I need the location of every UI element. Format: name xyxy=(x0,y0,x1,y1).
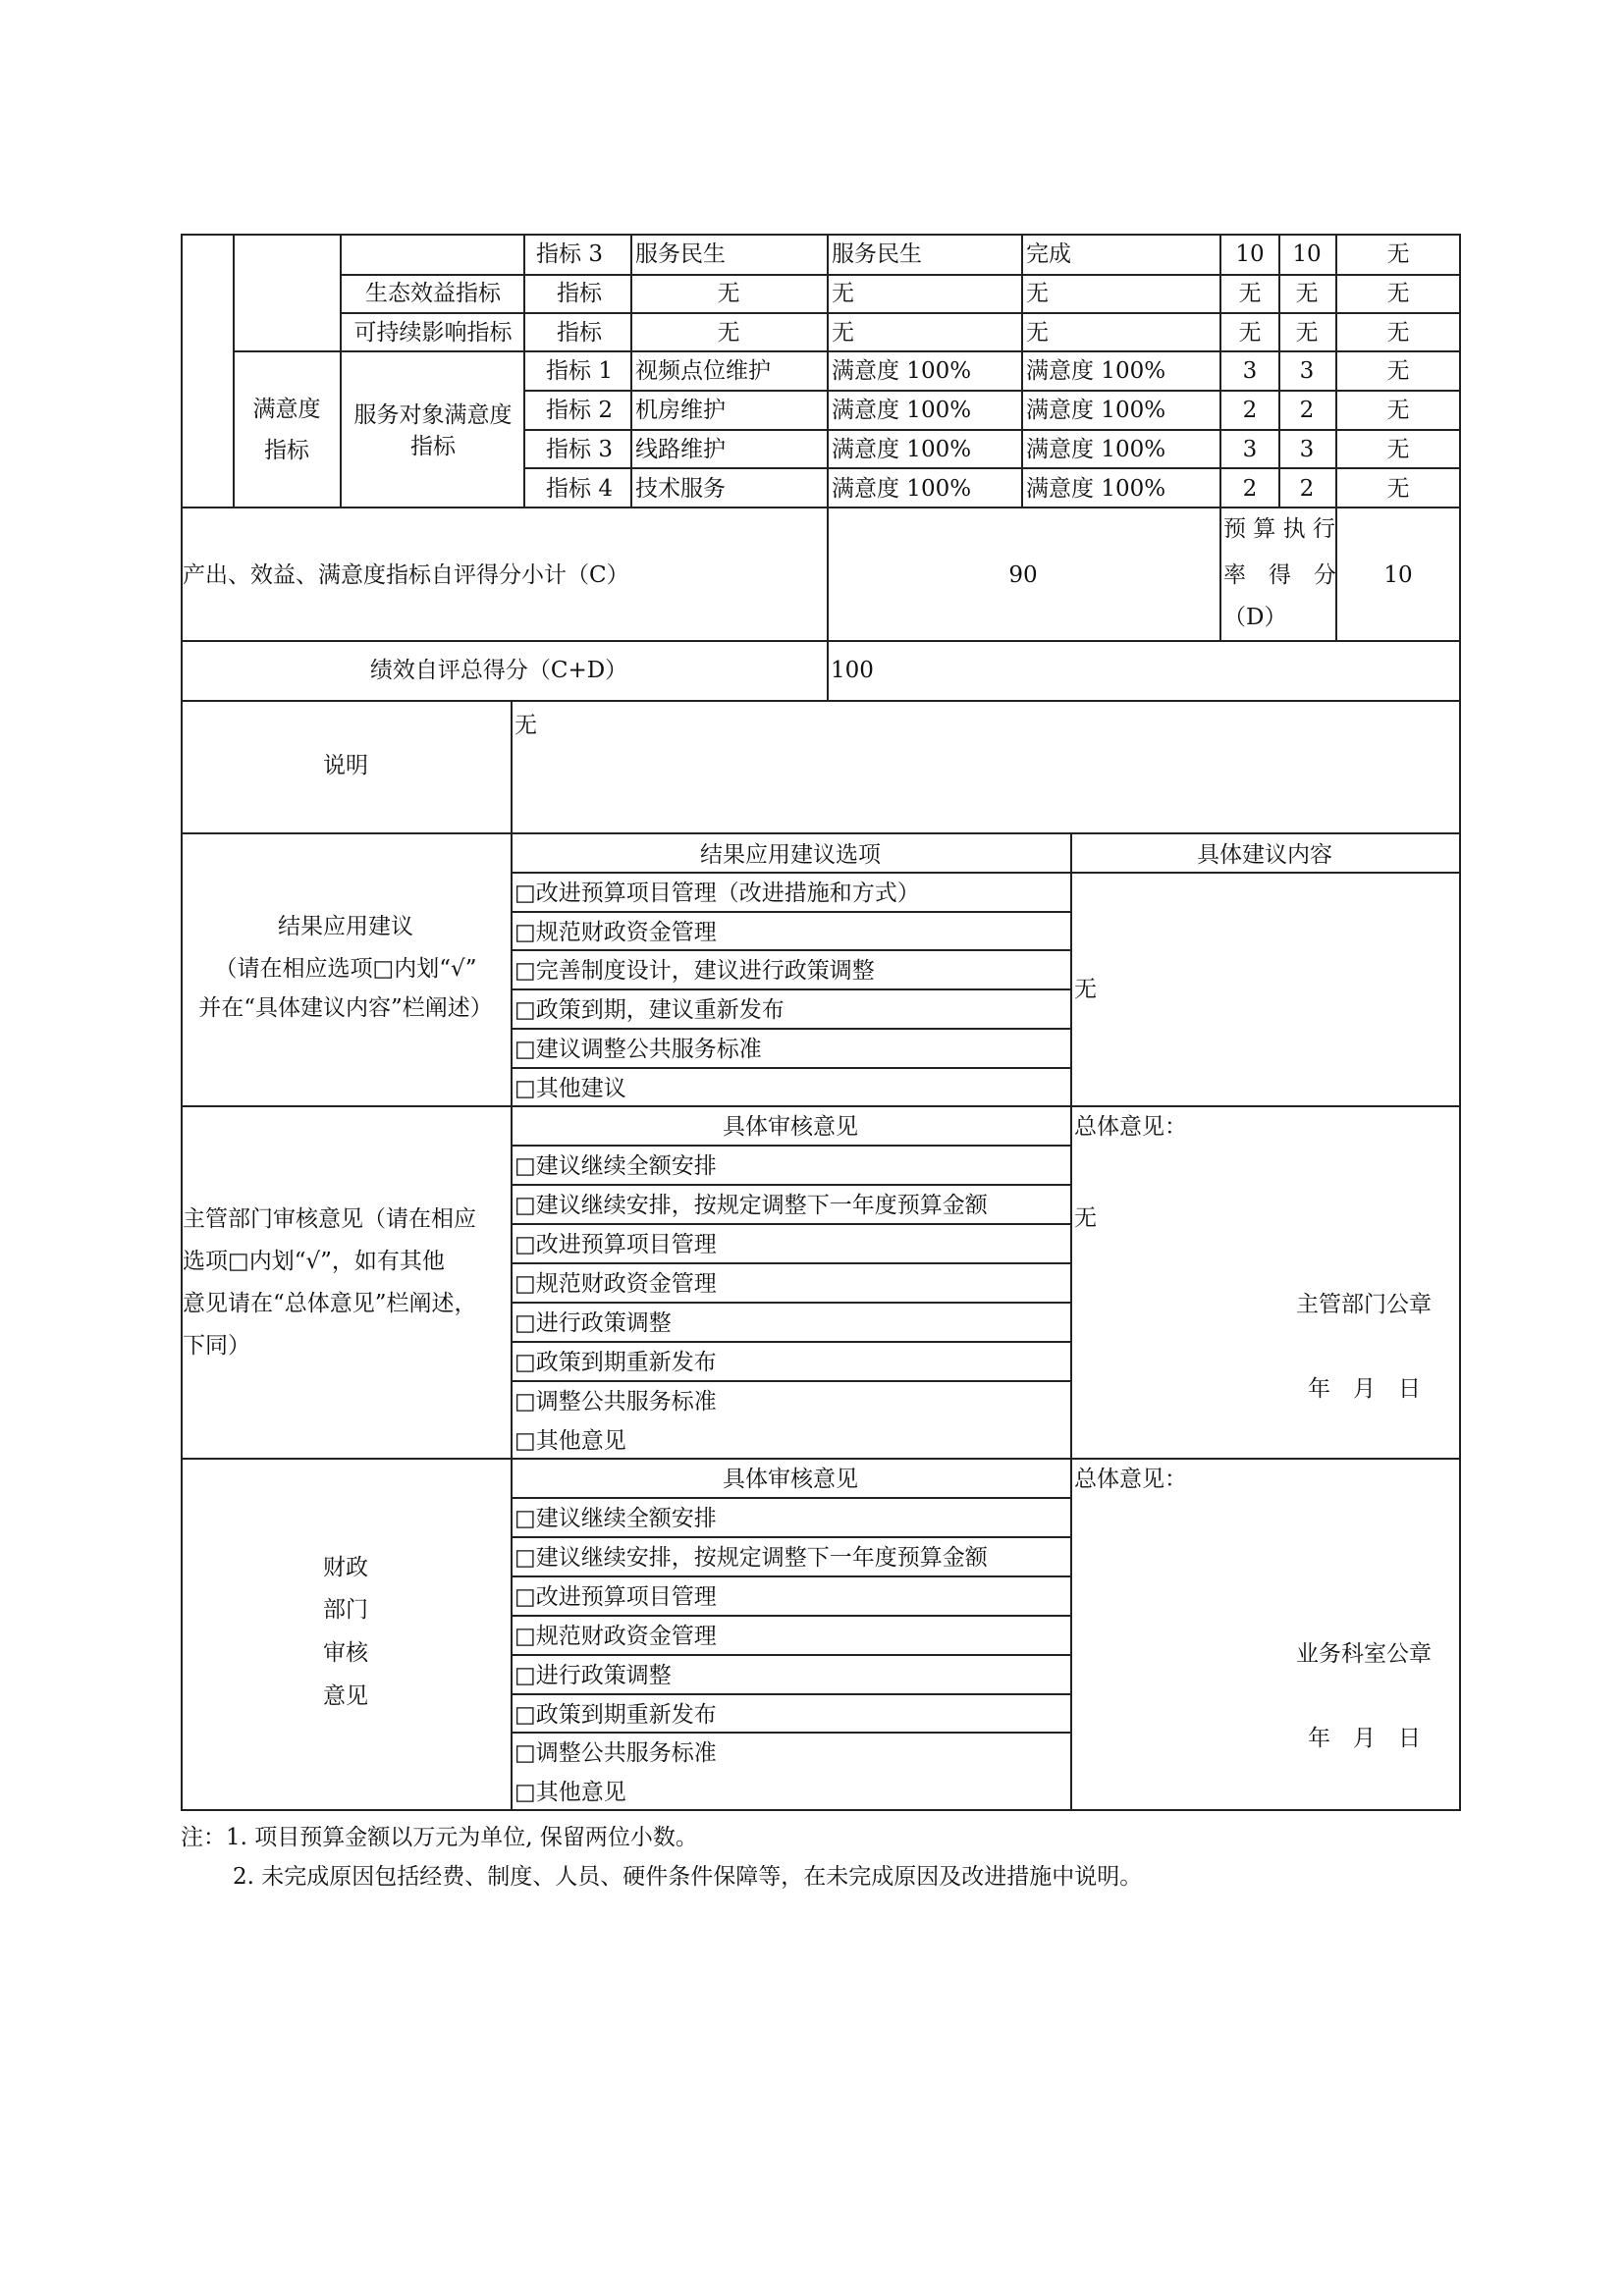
finance-option-checkbox[interactable]: □建议继续全额安排 xyxy=(514,1506,717,1531)
finance-review-label: 部门 xyxy=(323,1597,368,1623)
finance-seal: 业务科室公章 xyxy=(1296,1641,1432,1667)
hline xyxy=(511,1028,1072,1030)
vline xyxy=(523,234,525,508)
indicator-content: 服务民生 xyxy=(635,241,726,267)
result-option-checkbox[interactable]: □建议调整公共服务标准 xyxy=(514,1037,762,1062)
indicator-target: 服务民生 xyxy=(832,241,922,267)
indicator-label: 指标 xyxy=(557,281,602,306)
budget-rate-label: 预 算 执 行 xyxy=(1223,516,1335,542)
indicator-score: 2 xyxy=(1299,398,1315,423)
dept-overall-label: 总体意见： xyxy=(1074,1114,1187,1140)
finance-option-checkbox[interactable]: □进行政策调整 xyxy=(514,1663,672,1688)
result-option-checkbox[interactable]: □其他建议 xyxy=(514,1076,626,1101)
indicator-label: 指标 3 xyxy=(546,437,613,462)
budget-rate-score: 10 xyxy=(1383,562,1413,588)
result-content-value: 无 xyxy=(1074,977,1097,1002)
finance-options-header: 具体审核意见 xyxy=(723,1467,858,1492)
vline xyxy=(233,234,235,508)
indicator-score: 无 xyxy=(1295,320,1319,346)
hline xyxy=(523,390,1461,392)
indicator-content: 视频点位维护 xyxy=(635,358,771,384)
dept-seal: 主管部门公章 xyxy=(1296,1292,1432,1317)
dept-date: 年 月 日 xyxy=(1308,1376,1421,1402)
indicator-remark: 无 xyxy=(1386,281,1410,306)
hline xyxy=(511,1184,1072,1186)
dept-overall-value: 无 xyxy=(1074,1205,1097,1231)
result-app-label: 结果应用建议 xyxy=(278,914,413,939)
indicator-score: 3 xyxy=(1299,358,1315,384)
indicator-actual: 满意度 100% xyxy=(1026,398,1166,423)
hline xyxy=(511,988,1072,990)
indicator-score: 无 xyxy=(1295,281,1319,306)
note-line: 2. 未完成原因包括经费、制度、人员、硬件条件保障等，在未完成原因及改进措施中说明。 xyxy=(233,1864,1143,1890)
indicator-score: 3 xyxy=(1299,437,1315,462)
hline xyxy=(511,1302,1072,1304)
hline xyxy=(511,1536,1072,1538)
indicator-content: 无 xyxy=(717,281,740,306)
total-score-value: 100 xyxy=(831,658,874,683)
hline xyxy=(511,1654,1072,1656)
explanation-label: 说明 xyxy=(323,753,368,778)
indicator-weight: 无 xyxy=(1238,281,1262,306)
hline xyxy=(511,1575,1072,1577)
hline xyxy=(511,911,1072,913)
dept-option-checkbox[interactable]: □政策到期重新发布 xyxy=(514,1350,717,1375)
indicator-content: 技术服务 xyxy=(635,476,726,502)
vline xyxy=(1070,832,1072,1811)
finance-option-checkbox[interactable]: □其他意见 xyxy=(514,1780,626,1805)
indicator-weight: 3 xyxy=(1242,437,1258,462)
dept-option-checkbox[interactable]: □进行政策调整 xyxy=(514,1310,672,1336)
indicator-remark: 无 xyxy=(1386,437,1410,462)
indicator-remark: 无 xyxy=(1386,320,1410,346)
indicator-target: 无 xyxy=(832,281,854,306)
dept-option-checkbox[interactable]: □调整公共服务标准 xyxy=(514,1389,717,1415)
indicator-actual: 满意度 100% xyxy=(1026,476,1166,502)
subtotal-value: 90 xyxy=(1008,562,1038,588)
dept-option-checkbox[interactable]: □建议继续全额安排 xyxy=(514,1153,717,1179)
indicator-target: 满意度 100% xyxy=(832,398,972,423)
finance-option-checkbox[interactable]: □改进预算项目管理 xyxy=(514,1584,717,1610)
dept-options-header: 具体审核意见 xyxy=(723,1114,858,1140)
hline xyxy=(523,429,1461,431)
indicator-remark: 无 xyxy=(1386,358,1410,384)
vline xyxy=(1021,234,1023,508)
result-option-checkbox[interactable]: □政策到期，建议重新发布 xyxy=(514,997,785,1023)
vline xyxy=(340,234,342,508)
dept-review-label: 主管部门审核意见（请在相应 xyxy=(183,1206,476,1232)
hline xyxy=(511,949,1072,951)
hline xyxy=(511,1497,1072,1499)
vline xyxy=(630,234,632,508)
indicator-actual: 无 xyxy=(1026,281,1049,306)
finance-option-checkbox[interactable]: □建议继续安排，按规定调整下一年度预算金额 xyxy=(514,1545,988,1571)
hline xyxy=(523,467,1461,469)
satisfaction-level2-label: 服务对象满意度 xyxy=(353,402,513,428)
hline xyxy=(511,1380,1072,1382)
dept-review-label: 意见请在“总体意见”栏阐述， xyxy=(183,1291,477,1316)
note-line: 注：1. 项目预算金额以万元为单位, 保留两位小数。 xyxy=(181,1825,698,1850)
indicator-weight: 10 xyxy=(1235,241,1265,267)
dept-option-checkbox[interactable]: □建议继续安排，按规定调整下一年度预算金额 xyxy=(514,1193,988,1218)
result-content-header: 具体建议内容 xyxy=(1197,842,1332,868)
finance-option-checkbox[interactable]: □调整公共服务标准 xyxy=(514,1740,717,1766)
dept-option-checkbox[interactable]: □改进预算项目管理 xyxy=(514,1232,717,1257)
indicator-weight: 3 xyxy=(1242,358,1258,384)
budget-rate-label: 率 得 分 xyxy=(1223,562,1336,588)
indicator-target: 满意度 100% xyxy=(832,358,972,384)
hline xyxy=(511,1067,1072,1069)
satisfaction-level2-label: 指标 xyxy=(410,434,456,459)
indicator-label: 指标 xyxy=(557,320,602,346)
hline xyxy=(181,700,1461,702)
dept-review-label: 下同） xyxy=(183,1333,250,1359)
finance-review-label: 审核 xyxy=(323,1640,368,1666)
indicator-remark: 无 xyxy=(1386,476,1410,502)
satisfaction-level1-label: 满意度 xyxy=(252,397,321,422)
hline xyxy=(511,1341,1072,1343)
indicator-category: 生态效益指标 xyxy=(365,281,501,306)
result-option-checkbox[interactable]: □完善制度设计，建议进行政策调整 xyxy=(514,958,875,984)
indicator-label: 指标 2 xyxy=(546,398,613,423)
satisfaction-level1-label: 指标 xyxy=(264,438,309,463)
indicator-weight: 无 xyxy=(1238,320,1262,346)
indicator-weight: 2 xyxy=(1242,476,1258,502)
hline xyxy=(233,350,1461,352)
hline xyxy=(181,640,1461,642)
result-options-header: 结果应用建议选项 xyxy=(700,842,881,868)
budget-rate-label: （D） xyxy=(1223,605,1287,630)
finance-review-label: 意见 xyxy=(323,1683,368,1709)
hline xyxy=(181,1458,1461,1460)
indicator-label: 指标 1 xyxy=(546,358,613,384)
hline xyxy=(511,1223,1072,1225)
indicator-score: 2 xyxy=(1299,476,1315,502)
vline xyxy=(1278,234,1280,508)
result-app-label: （请在相应选项□内划“√” xyxy=(214,956,477,982)
finance-overall-label: 总体意见： xyxy=(1074,1467,1187,1492)
vline xyxy=(827,640,829,702)
indicator-target: 满意度 100% xyxy=(832,437,972,462)
total-score-label: 绩效自评总得分（C+D） xyxy=(369,658,628,683)
indicator-content: 无 xyxy=(717,320,740,346)
hline xyxy=(511,1262,1072,1264)
subtotal-label: 产出、效益、满意度指标自评得分小计（C） xyxy=(183,562,629,588)
indicator-weight: 2 xyxy=(1242,398,1258,423)
hline xyxy=(511,872,1461,874)
indicator-label: 指标 3 xyxy=(536,241,603,267)
indicator-category: 可持续影响指标 xyxy=(353,320,513,346)
indicator-target: 满意度 100% xyxy=(832,476,972,502)
indicator-actual: 完成 xyxy=(1026,241,1071,267)
indicator-target: 无 xyxy=(832,320,854,346)
dept-review-label: 选项□内划“√”，如有其他 xyxy=(183,1249,445,1274)
indicator-content: 线路维护 xyxy=(635,437,726,462)
finance-date: 年 月 日 xyxy=(1308,1726,1421,1751)
hline xyxy=(511,1693,1072,1695)
finance-option-checkbox[interactable]: □规范财政资金管理 xyxy=(514,1624,717,1649)
indicator-remark: 无 xyxy=(1386,398,1410,423)
indicator-remark: 无 xyxy=(1386,241,1410,267)
hline xyxy=(181,1105,1461,1107)
vline xyxy=(181,234,183,1811)
result-option-checkbox[interactable]: □规范财政资金管理 xyxy=(514,920,717,945)
hline xyxy=(181,507,1461,508)
indicator-label: 指标 4 xyxy=(546,476,613,502)
vline xyxy=(1219,234,1221,642)
indicator-actual: 满意度 100% xyxy=(1026,437,1166,462)
vline xyxy=(511,700,513,1811)
hline xyxy=(340,312,1461,314)
explanation-value: 无 xyxy=(514,713,537,738)
hline xyxy=(181,832,1461,834)
indicator-actual: 无 xyxy=(1026,320,1049,346)
indicator-content: 机房维护 xyxy=(635,398,726,423)
vline xyxy=(827,234,829,642)
finance-option-checkbox[interactable]: □政策到期重新发布 xyxy=(514,1702,717,1728)
hline xyxy=(181,234,1461,236)
hline xyxy=(181,1809,1461,1811)
hline xyxy=(511,1732,1072,1734)
hline xyxy=(511,1145,1072,1147)
dept-option-checkbox[interactable]: □规范财政资金管理 xyxy=(514,1271,717,1297)
result-app-label: 并在“具体建议内容”栏阐述） xyxy=(198,995,493,1021)
indicator-score: 10 xyxy=(1292,241,1322,267)
vline xyxy=(1459,234,1461,1811)
hline xyxy=(340,274,1461,276)
finance-review-label: 财政 xyxy=(323,1555,368,1580)
dept-option-checkbox[interactable]: □其他意见 xyxy=(514,1428,626,1454)
indicator-actual: 满意度 100% xyxy=(1026,358,1166,384)
hline xyxy=(511,1615,1072,1617)
result-option-checkbox[interactable]: □改进预算项目管理（改进措施和方式） xyxy=(514,881,920,906)
